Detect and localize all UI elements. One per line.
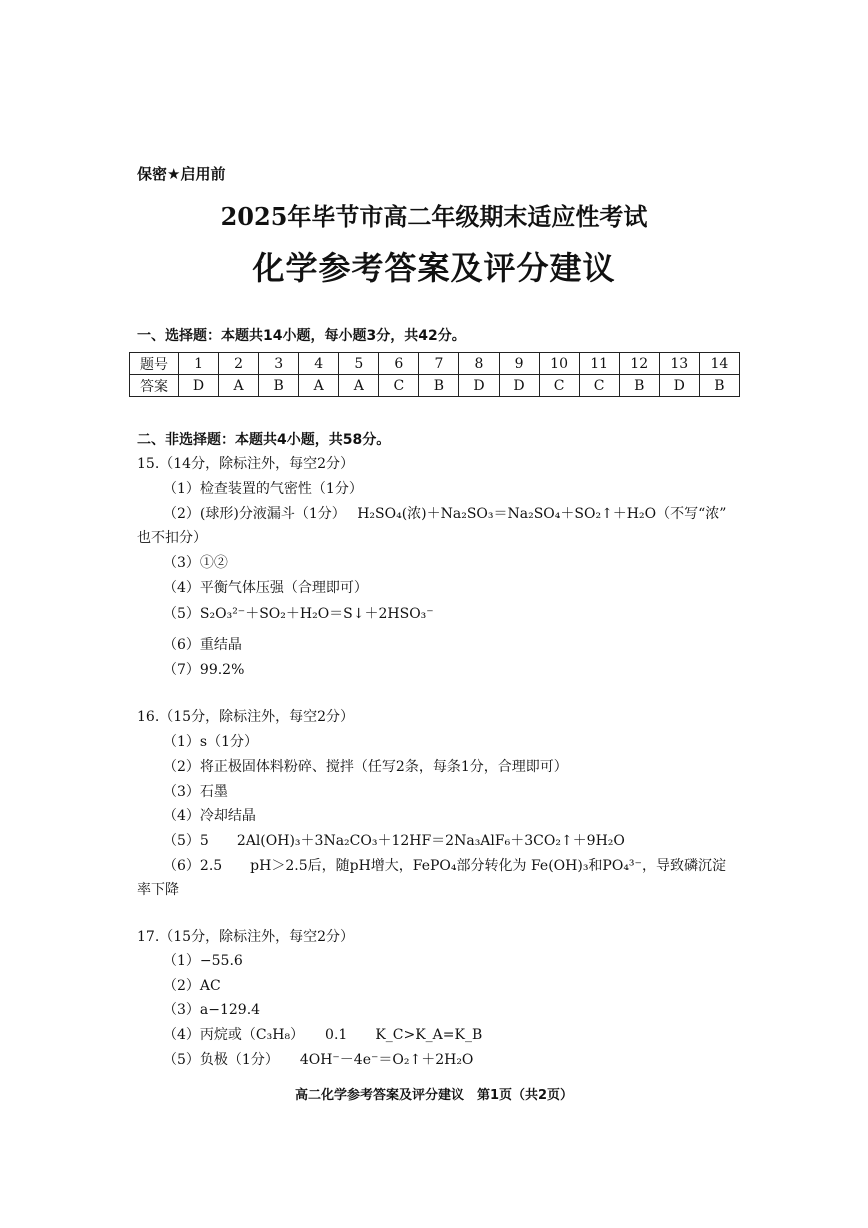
row-label-answer: 答案 — [130, 375, 179, 397]
q15-line-3: （3）①② — [163, 555, 228, 571]
table-cell: D — [459, 375, 499, 397]
answer-row — [130, 375, 740, 397]
question-number-row — [130, 353, 740, 375]
row-label-question: 题号 — [130, 353, 179, 375]
table-cell: 1 — [179, 353, 219, 375]
table-cell: C — [579, 375, 619, 397]
q15-header: 15.（14分，除标注外，每空2分） — [137, 456, 354, 472]
table-cell: A — [339, 375, 379, 397]
table-cell: 8 — [459, 353, 499, 375]
q16-line-4: （4）冷却结晶 — [163, 808, 256, 824]
page-footer: 高二化学参考答案及评分建议 第1页（共2页） — [294, 1088, 574, 1103]
q15-line-2-cont: 也不扣分） — [137, 530, 207, 546]
q16-line-6: （6）2.5 pH＞2.5后，随pH增大，FePO₄部分转化为 Fe(OH)₃和PO₄³⁻，导致磷沉淀 — [163, 858, 726, 874]
table-cell: 10 — [539, 353, 579, 375]
q15-line-5: （5）S₂O₃²⁻＋SO₂＋H₂O＝S↓＋2HSO₃⁻ — [163, 606, 434, 622]
table-cell: 3 — [259, 353, 299, 375]
q15-line-6: （6）重结晶 — [163, 637, 242, 653]
q16-line-2: （2）将正极固体料粉碎、搅拌（任写2条，每条1分，合理即可） — [163, 759, 568, 775]
q16-line-3: （3）石墨 — [163, 784, 228, 800]
table-cell: 2 — [219, 353, 259, 375]
document-title: 化学参考答案及评分建议 — [252, 249, 616, 287]
q16-line-5: （5）5 2Al(OH)₃＋3Na₂CO₃＋12HF＝2Na₃AlF₆＋3CO₂↑＋9H₂O — [163, 833, 625, 849]
table-cell: 5 — [339, 353, 379, 375]
exam-title: 2025年毕节市高二年级期末适应性考试 — [220, 202, 648, 231]
table-cell: C — [539, 375, 579, 397]
section1-heading: 一、选择题：本题共14小题，每小题3分，共42分。 — [137, 328, 466, 344]
table-cell: 13 — [659, 353, 699, 375]
table-cell: A — [299, 375, 339, 397]
q16-line-6-cont: 率下降 — [137, 882, 179, 898]
q17-line-5: （5）负极（1分） 4OH⁻－4e⁻＝O₂↑＋2H₂O — [163, 1052, 474, 1068]
table-cell: 14 — [699, 353, 739, 375]
table-cell: C — [379, 375, 419, 397]
confidential-label: 保密★启用前 — [137, 165, 226, 183]
q16-line-1: （1）s（1分） — [163, 734, 258, 750]
q15-line-2: （2）(球形)分液漏斗（1分） H₂SO₄(浓)＋Na₂SO₃＝Na₂SO₄＋SO₂↑＋H₂O（不写“浓” — [163, 506, 727, 522]
section2-heading: 二、非选择题：本题共4小题，共58分。 — [137, 432, 391, 448]
table-cell: 12 — [619, 353, 659, 375]
table-cell: D — [179, 375, 219, 397]
table-cell: B — [619, 375, 659, 397]
answer-table — [129, 352, 740, 397]
q17-line-2: （2）AC — [163, 978, 221, 994]
table-cell: B — [259, 375, 299, 397]
q16-header: 16.（15分，除标注外，每空2分） — [137, 709, 354, 725]
q15-line-4: （4）平衡气体压强（合理即可） — [163, 580, 368, 596]
table-cell: B — [699, 375, 739, 397]
table-cell: D — [659, 375, 699, 397]
table-cell: 6 — [379, 353, 419, 375]
q15-line-7: （7）99.2% — [163, 662, 245, 678]
q17-header: 17.（15分，除标注外，每空2分） — [137, 929, 354, 945]
table-cell: 7 — [419, 353, 459, 375]
table-cell: 9 — [499, 353, 539, 375]
q17-line-1: （1）−55.6 — [163, 953, 243, 969]
q17-line-3: （3）a−129.4 — [163, 1002, 261, 1018]
table-cell: D — [499, 375, 539, 397]
table-cell: B — [419, 375, 459, 397]
q17-line-4: （4）丙烷或（C₃H₈） 0.1 K_C>K_A=K_B — [163, 1027, 483, 1043]
table-cell: A — [219, 375, 259, 397]
table-cell: 4 — [299, 353, 339, 375]
table-cell: 11 — [579, 353, 619, 375]
q15-line-1: （1）检查装置的气密性（1分） — [163, 481, 363, 497]
